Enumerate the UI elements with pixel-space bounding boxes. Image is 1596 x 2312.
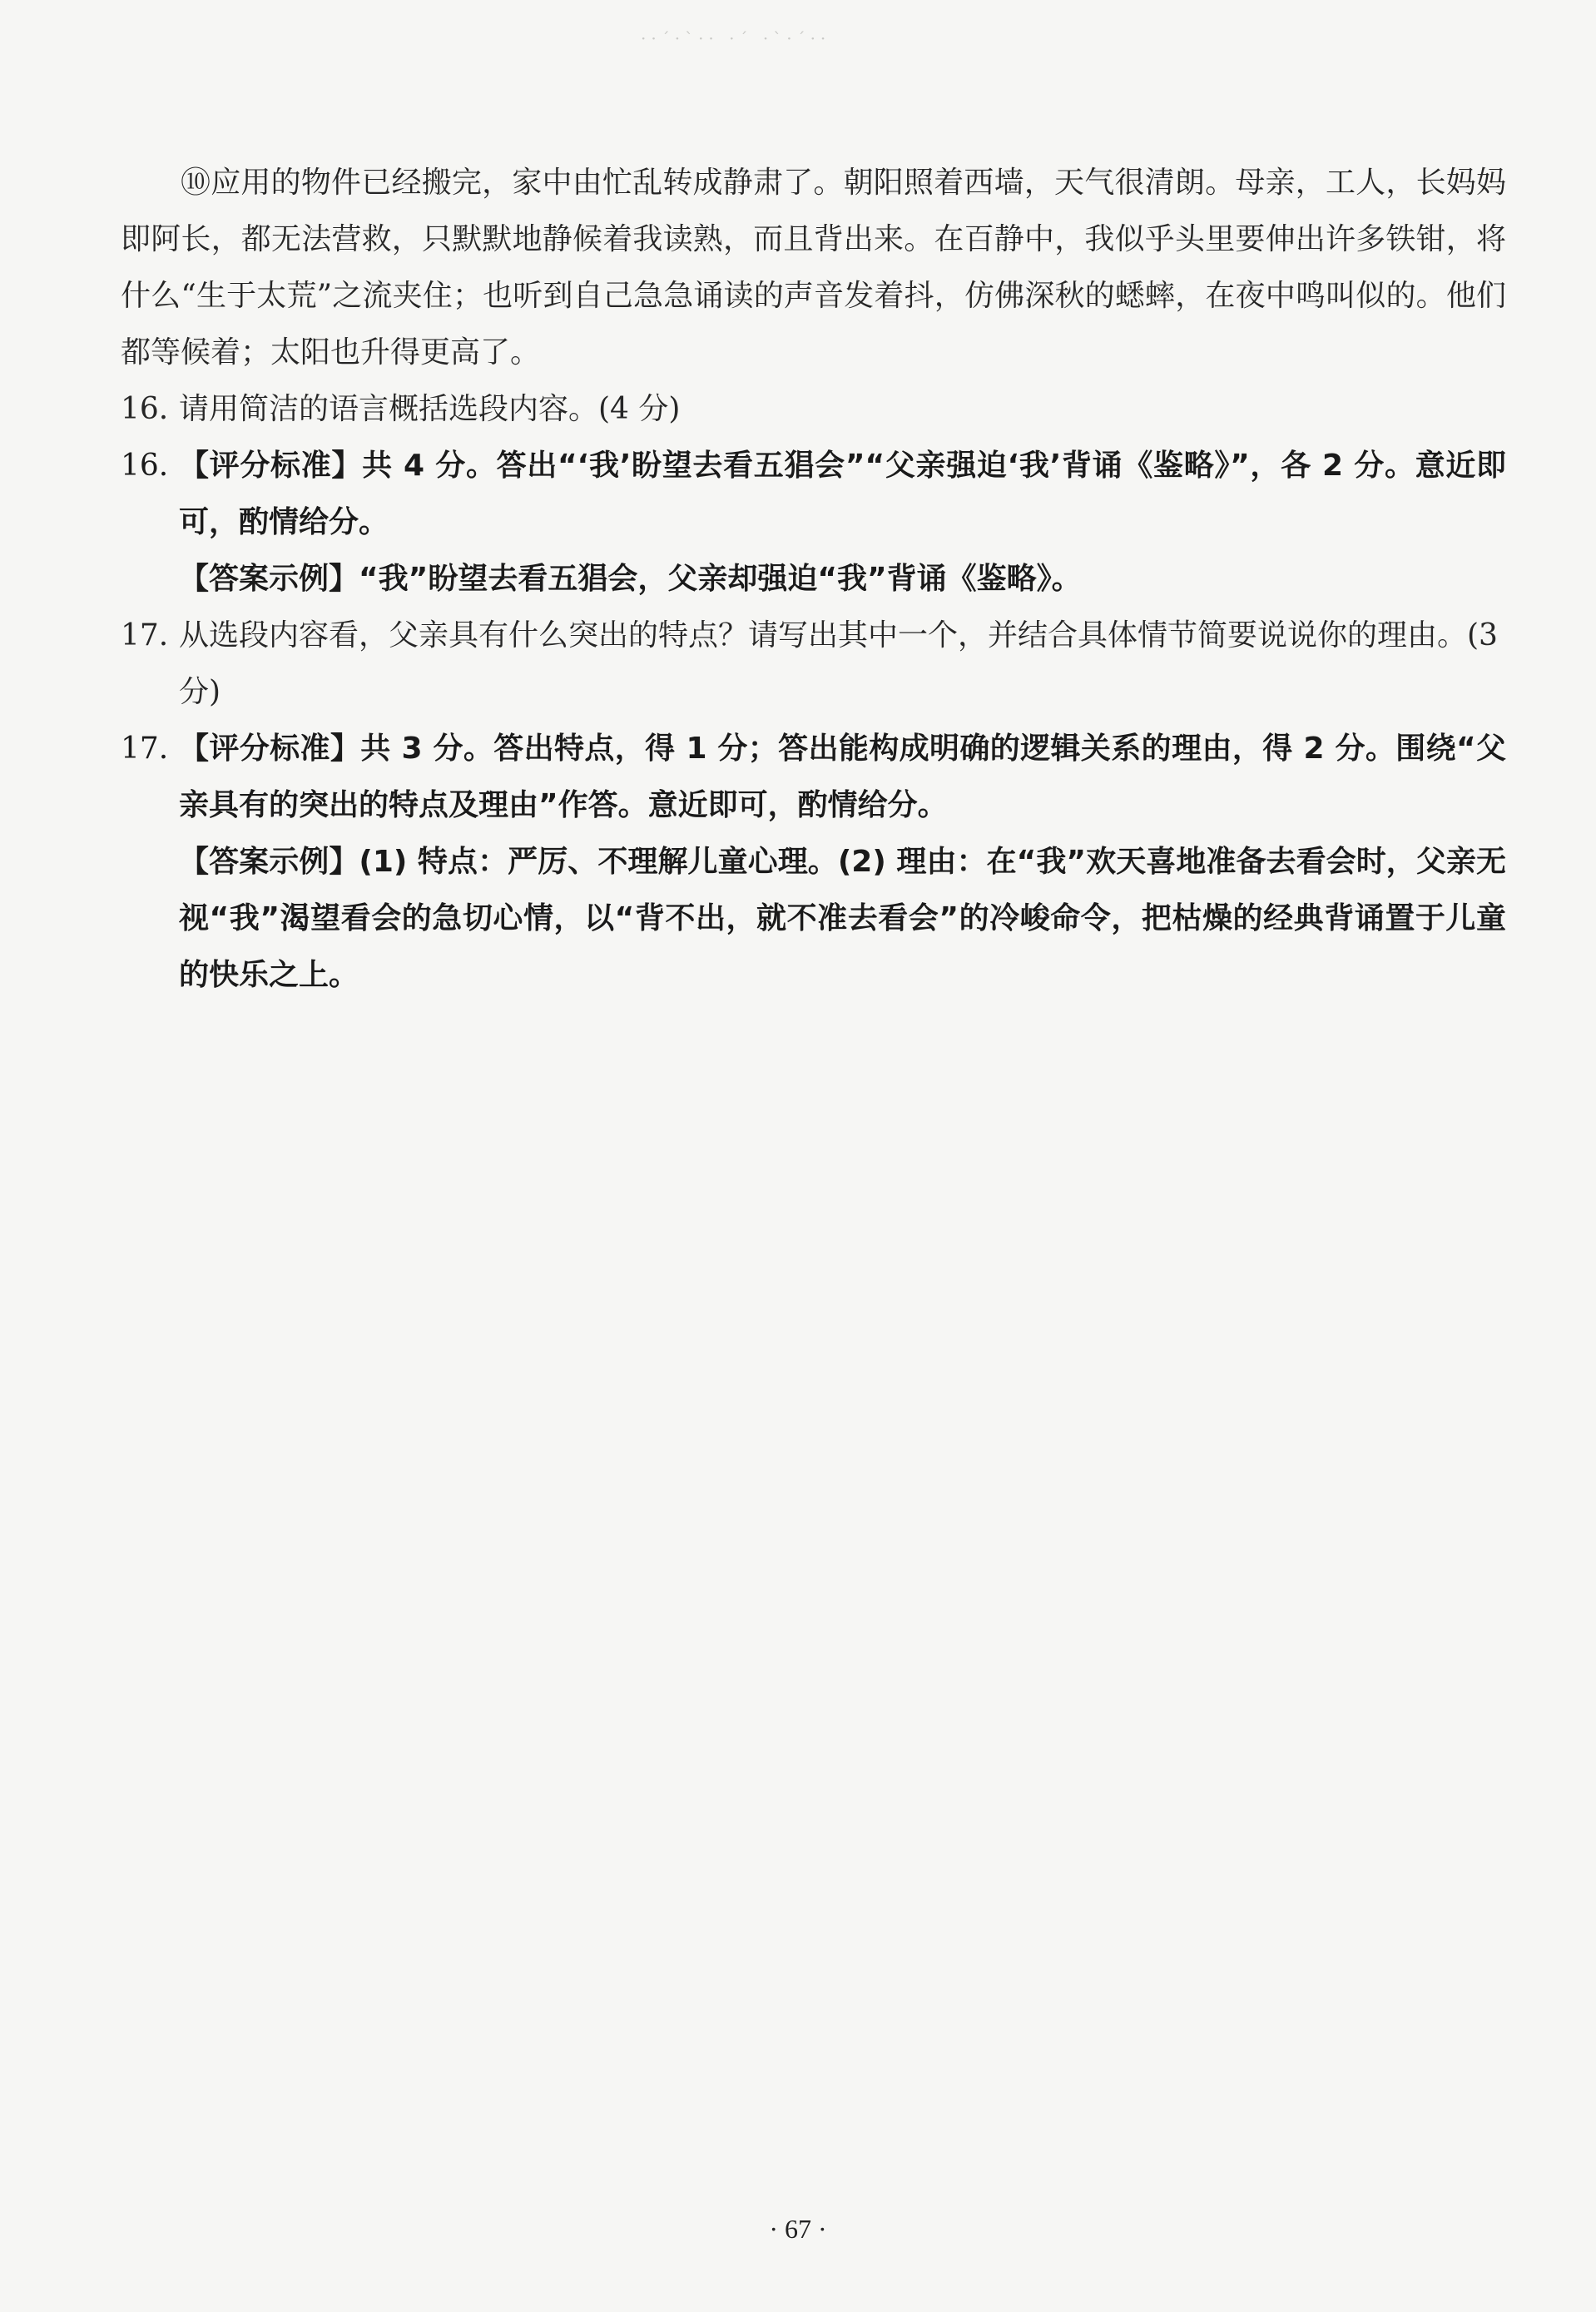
answer-number: 17. — [121, 732, 169, 766]
reading-passage: ⑩应用的物件已经搬完，家中由忙乱转成静肃了。朝阳照着西墙，天气很清朗。母亲，工人，长妈妈即阿长，都无法营救，只默默地静候着我读熟，而且背出来。在百静中，我似乎头里要伸出许多铁钳，将什么“生于太荒”之流夹住；也听到自己急急诵读的声音发着抖，仿佛深秋的蟋蟀，在夜中鸣叫似的。他们都等候着；太阳也升得更高了。 — [121, 166, 1506, 370]
answer-17-example: 【答案示例】(1) 特点：严厉、不理解儿童心理。(2) 理由：在“我”欢天喜地准备去看会时，父亲无视“我”渴望看会的急切心情，以“背不出，就不准去看会”的冷峻命令，把枯燥的经典背诵置于儿童的快乐之上。 — [179, 845, 1506, 992]
question-16 — [121, 381, 1506, 438]
question-17 — [121, 608, 1506, 721]
answer-16-example: 【答案示例】“我”盼望去看五猖会，父亲却强迫“我”背诵《鉴略》。 — [179, 562, 1082, 596]
answer-number: 16. — [121, 449, 169, 483]
answer-17-scoring — [121, 721, 1506, 834]
scoring-criteria: 【评分标准】共 4 分。答出“‘我’盼望去看五猖会”“父亲强迫‘我’背诵《鉴略》”，各 2 分。意近即可，酌情给分。 — [179, 449, 1506, 539]
answer-16-scoring — [121, 438, 1506, 551]
scoring-criteria: 【评分标准】共 3 分。答出特点，得 1 分；答出能构成明确的逻辑关系的理由，得 2 分。围绕“父亲具有的突出的特点及理由”作答。意近即可，酌情给分。 — [179, 732, 1506, 822]
question-text: 请用简洁的语言概括选段内容。(4 分) — [179, 392, 681, 426]
page-number: · 67 · — [769, 2214, 827, 2244]
page-content — [121, 155, 1506, 1004]
question-number: 17. — [121, 618, 169, 652]
header-smudge: ··ˊ·ˋ·· ·ˊ ·ˋ·ˊ·· — [641, 28, 831, 48]
question-text: 从选段内容看，父亲具有什么突出的特点？请写出其中一个，并结合具体情节简要说说你的理由。(3 分) — [179, 618, 1498, 709]
question-number: 16. — [121, 392, 169, 426]
